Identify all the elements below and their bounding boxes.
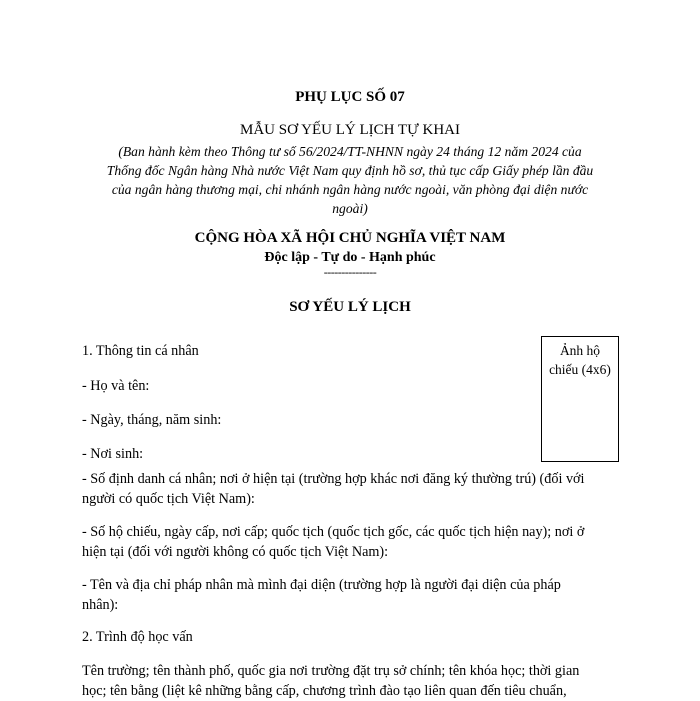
form-title: MẪU SƠ YẾU LÝ LỊCH TỰ KHAI — [240, 122, 460, 138]
field-line: người có quốc tịch Việt Nam): — [82, 491, 255, 507]
decree-reference — [70, 142, 630, 218]
dob-field: - Ngày, tháng, năm sinh: — [82, 412, 222, 428]
field-line: - Tên và địa chỉ pháp nhân mà mình đại diện (trường hợp là người đại diện của pháp — [82, 577, 561, 593]
full-name-field: - Họ và tên: — [82, 378, 150, 394]
decree-line: (Ban hành kèm theo Thông tư số 56/2024/TT-NHNN ngày 24 tháng 12 năm 2024 của — [118, 144, 582, 159]
photo-label: chiếu (4x6) — [549, 362, 611, 377]
field-line: Tên trường; tên thành phố, quốc gia nơi trường đặt trụ sở chính; tên khóa học; thời gian — [82, 663, 580, 679]
decree-line: ngoài) — [332, 201, 368, 216]
passport-field — [82, 522, 622, 562]
decree-line: của ngân hàng thương mại, chi nhánh ngân hàng nước ngoài, văn phòng đại diện nước — [111, 182, 589, 197]
field-line: hiện tại (đối với người không có quốc tịch Việt Nam): — [82, 544, 389, 560]
section1-heading: 1. Thông tin cá nhân — [82, 343, 199, 359]
legal-entity-field — [82, 575, 622, 615]
document-title: SƠ YẾU LÝ LỊCH — [289, 299, 411, 315]
photo-label: Ảnh hộ — [559, 343, 601, 358]
field-line: - Số định danh cá nhân; nơi ở hiện tại (trường hợp khác nơi đăng ký thường trú) (đối với — [82, 471, 585, 487]
personal-id-field — [82, 469, 622, 509]
decree-line: Thống đốc Ngân hàng Nhà nước Việt Nam quy định hồ sơ, thủ tục cấp Giấy phép lần đầu — [106, 163, 594, 178]
national-motto: Độc lập - Tự do - Hạnh phúc — [264, 250, 436, 265]
section2-heading: 2. Trình độ học vấn — [82, 629, 193, 645]
national-name: CỘNG HÒA XÃ HỘI CHỦ NGHĨA VIỆT NAM — [194, 230, 506, 246]
birthplace-field: - Nơi sinh: — [82, 446, 144, 462]
education-description — [82, 661, 622, 701]
field-line: - Số hộ chiếu, ngày cấp, nơi cấp; quốc tịch (quốc tịch gốc, các quốc tịch hiện nay); nơi ở — [82, 524, 585, 540]
field-line: nhân): — [82, 597, 119, 613]
field-line: học; tên bằng (liệt kê những bằng cấp, chương trình đào tạo liên quan đến tiêu chuẩn, — [82, 683, 567, 699]
divider-rule: --------------- — [323, 265, 377, 279]
appendix-title: PHỤ LỤC SỐ 07 — [295, 89, 405, 105]
